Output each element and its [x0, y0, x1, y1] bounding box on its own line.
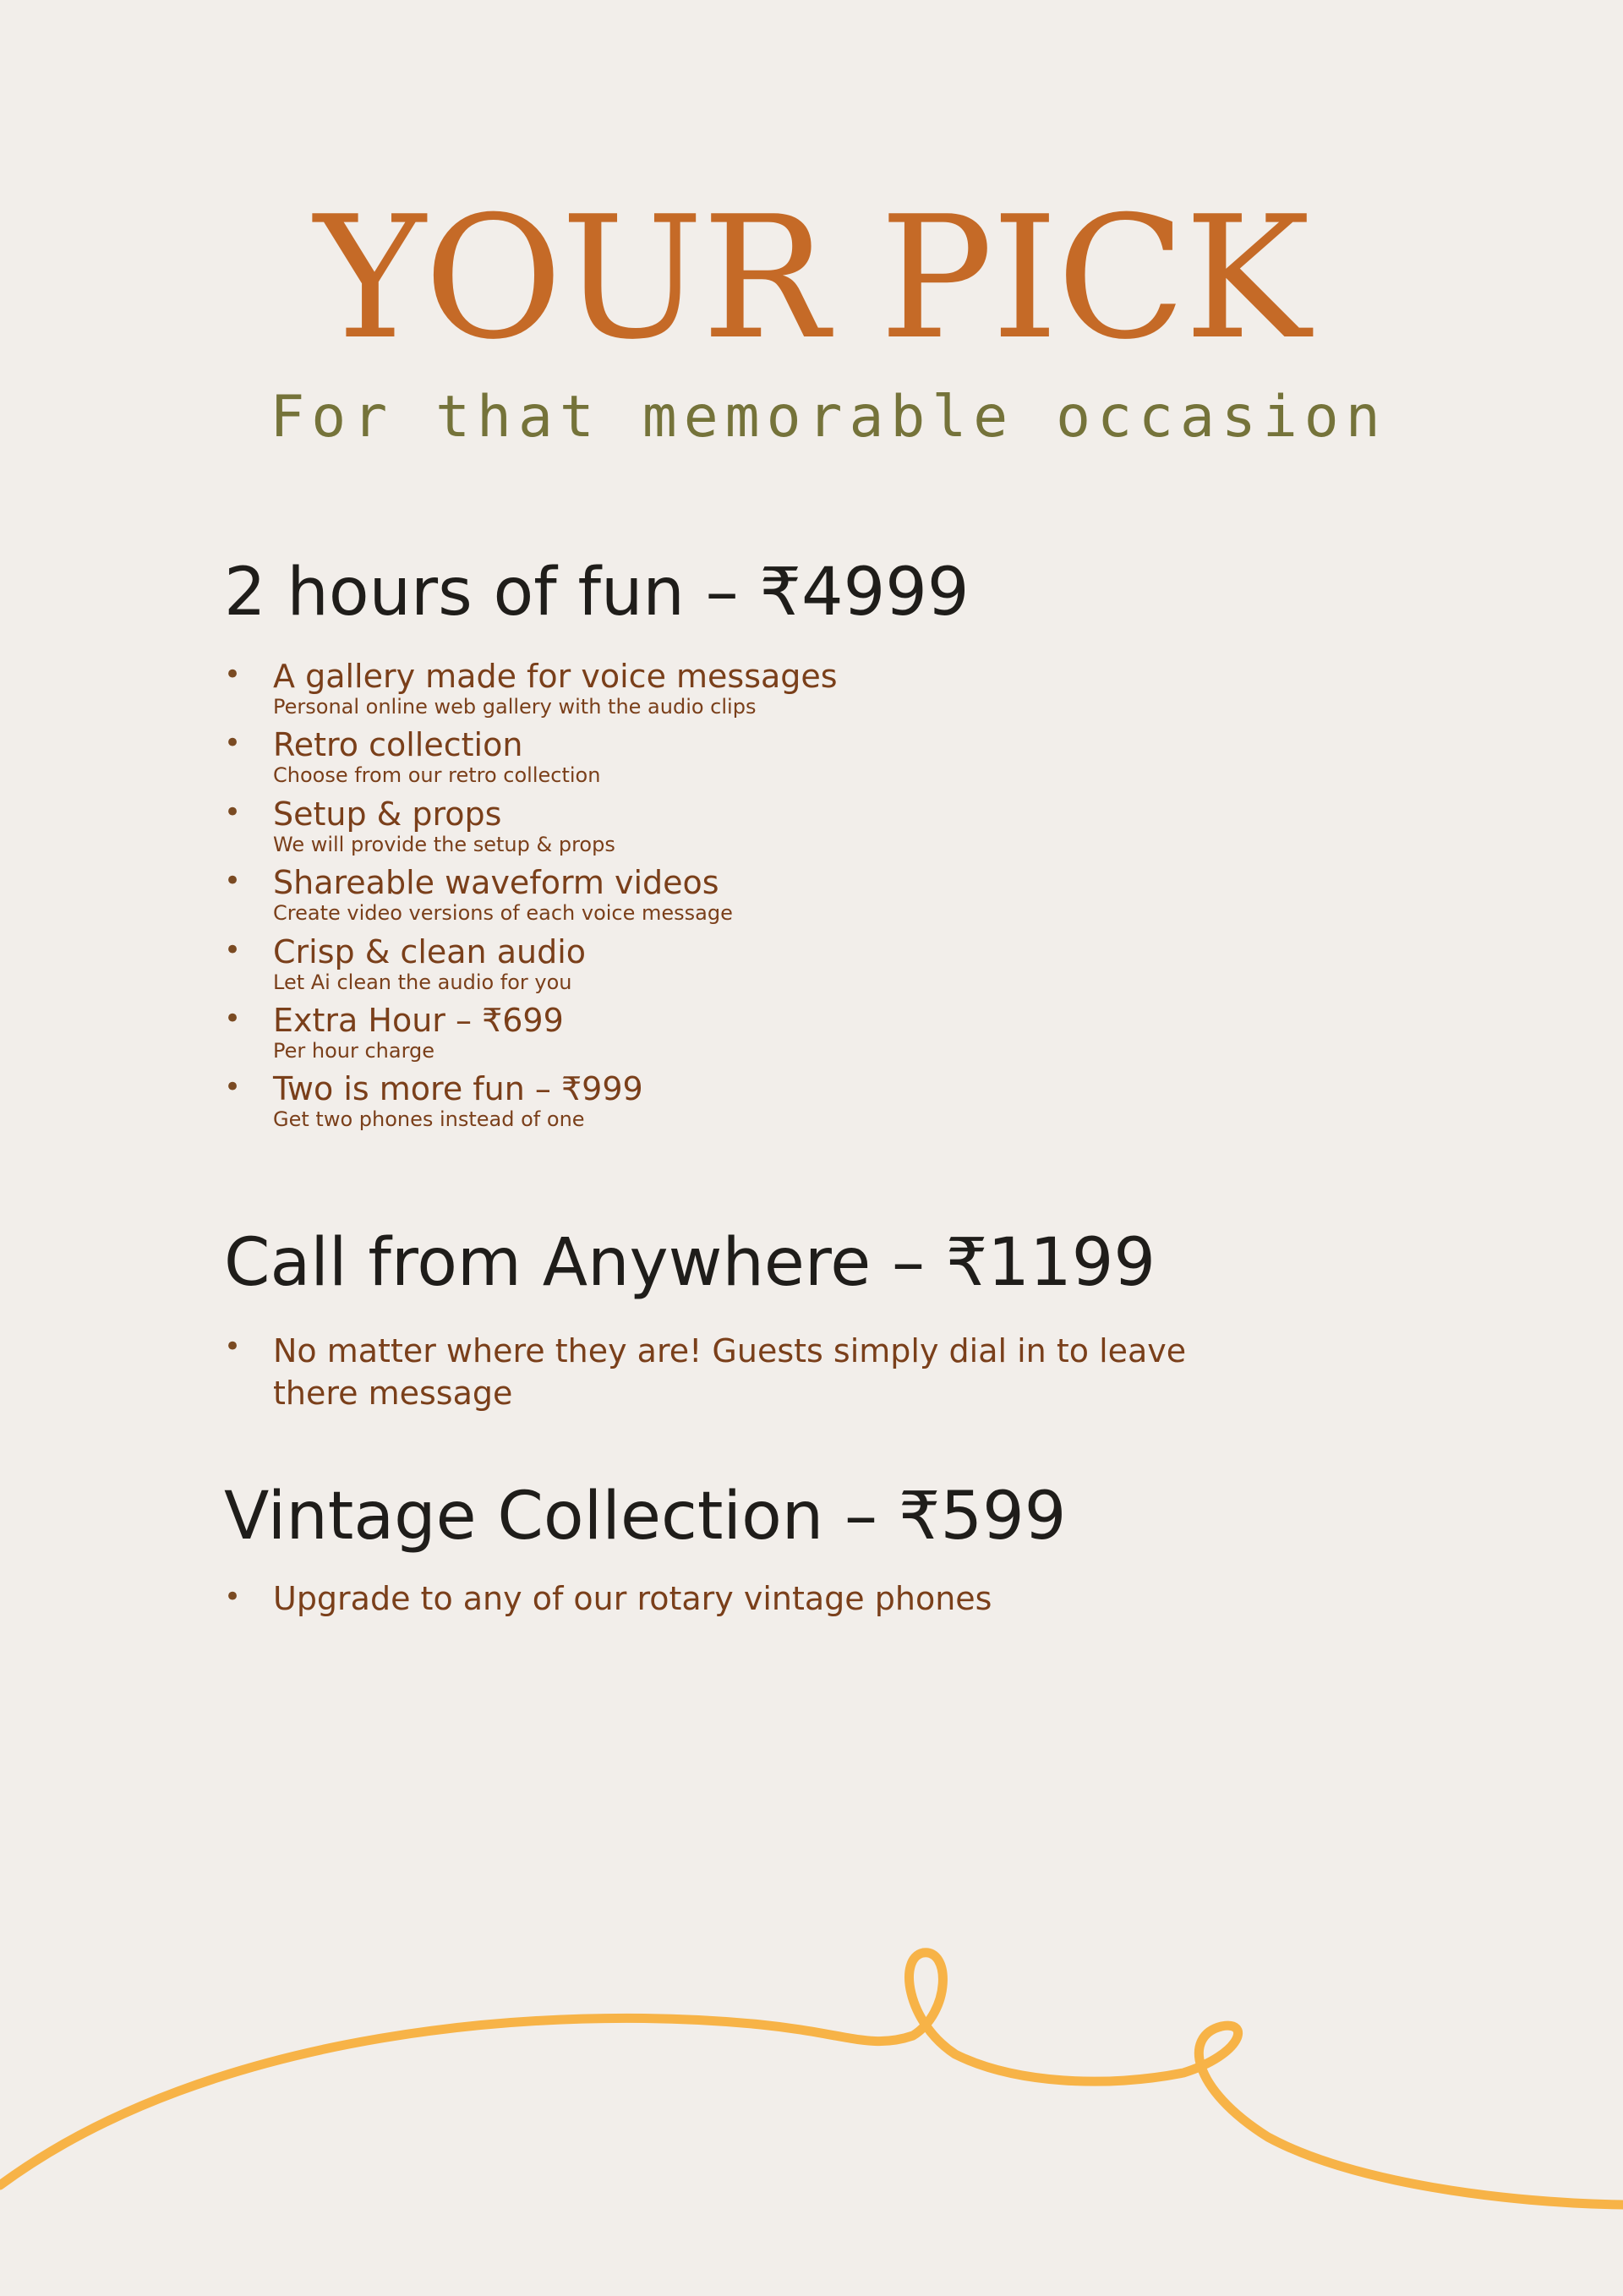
feature-description: Per hour charge	[273, 1038, 435, 1063]
page-subtitle: For that memorable occasion	[270, 384, 1387, 451]
feature-description: Choose from our retro collection	[273, 763, 601, 788]
feature-title: Two is more fun – ₹999	[273, 1070, 643, 1108]
bullet-icon: •	[224, 1330, 242, 1364]
feature-description: Let Ai clean the audio for you	[273, 970, 572, 994]
feature-description: Get two phones instead of one	[273, 1107, 585, 1132]
bullet-icon: •	[224, 658, 242, 692]
bullet-icon: •	[224, 1070, 242, 1105]
feature-title: No matter where they are! Guests simply dial in to leave there message	[273, 1332, 1187, 1412]
feature-description: Create video versions of each voice message	[273, 901, 733, 926]
page-title: YOUR PICK	[314, 180, 1309, 377]
bullet-icon: •	[224, 726, 242, 761]
feature-title: Shareable waveform videos	[273, 864, 719, 902]
package-heading: 2 hours of fun – ₹4999	[224, 555, 970, 631]
feature-title: Retro collection	[273, 726, 523, 764]
bullet-icon: •	[224, 1001, 242, 1036]
bullet-icon: •	[224, 1580, 242, 1614]
package-heading: Vintage Collection – ₹599	[224, 1479, 1067, 1555]
feature-title: Upgrade to any of our rotary vintage phones	[273, 1580, 992, 1617]
bullet-icon: •	[224, 864, 242, 899]
bullet-icon: •	[224, 795, 242, 829]
feature-title: A gallery made for voice messages	[273, 658, 838, 695]
bullet-icon: •	[224, 932, 242, 967]
feature-description: We will provide the setup & props	[273, 832, 615, 856]
feature-title: Setup & props	[273, 795, 502, 833]
package-heading: Call from Anywhere – ₹1199	[224, 1225, 1156, 1301]
swirl-line	[0, 1953, 1623, 2205]
feature-description: Personal online web gallery with the audio clips	[273, 695, 757, 719]
feature-title: Crisp & clean audio	[273, 932, 586, 970]
feature-title: Extra Hour – ₹699	[273, 1001, 564, 1039]
